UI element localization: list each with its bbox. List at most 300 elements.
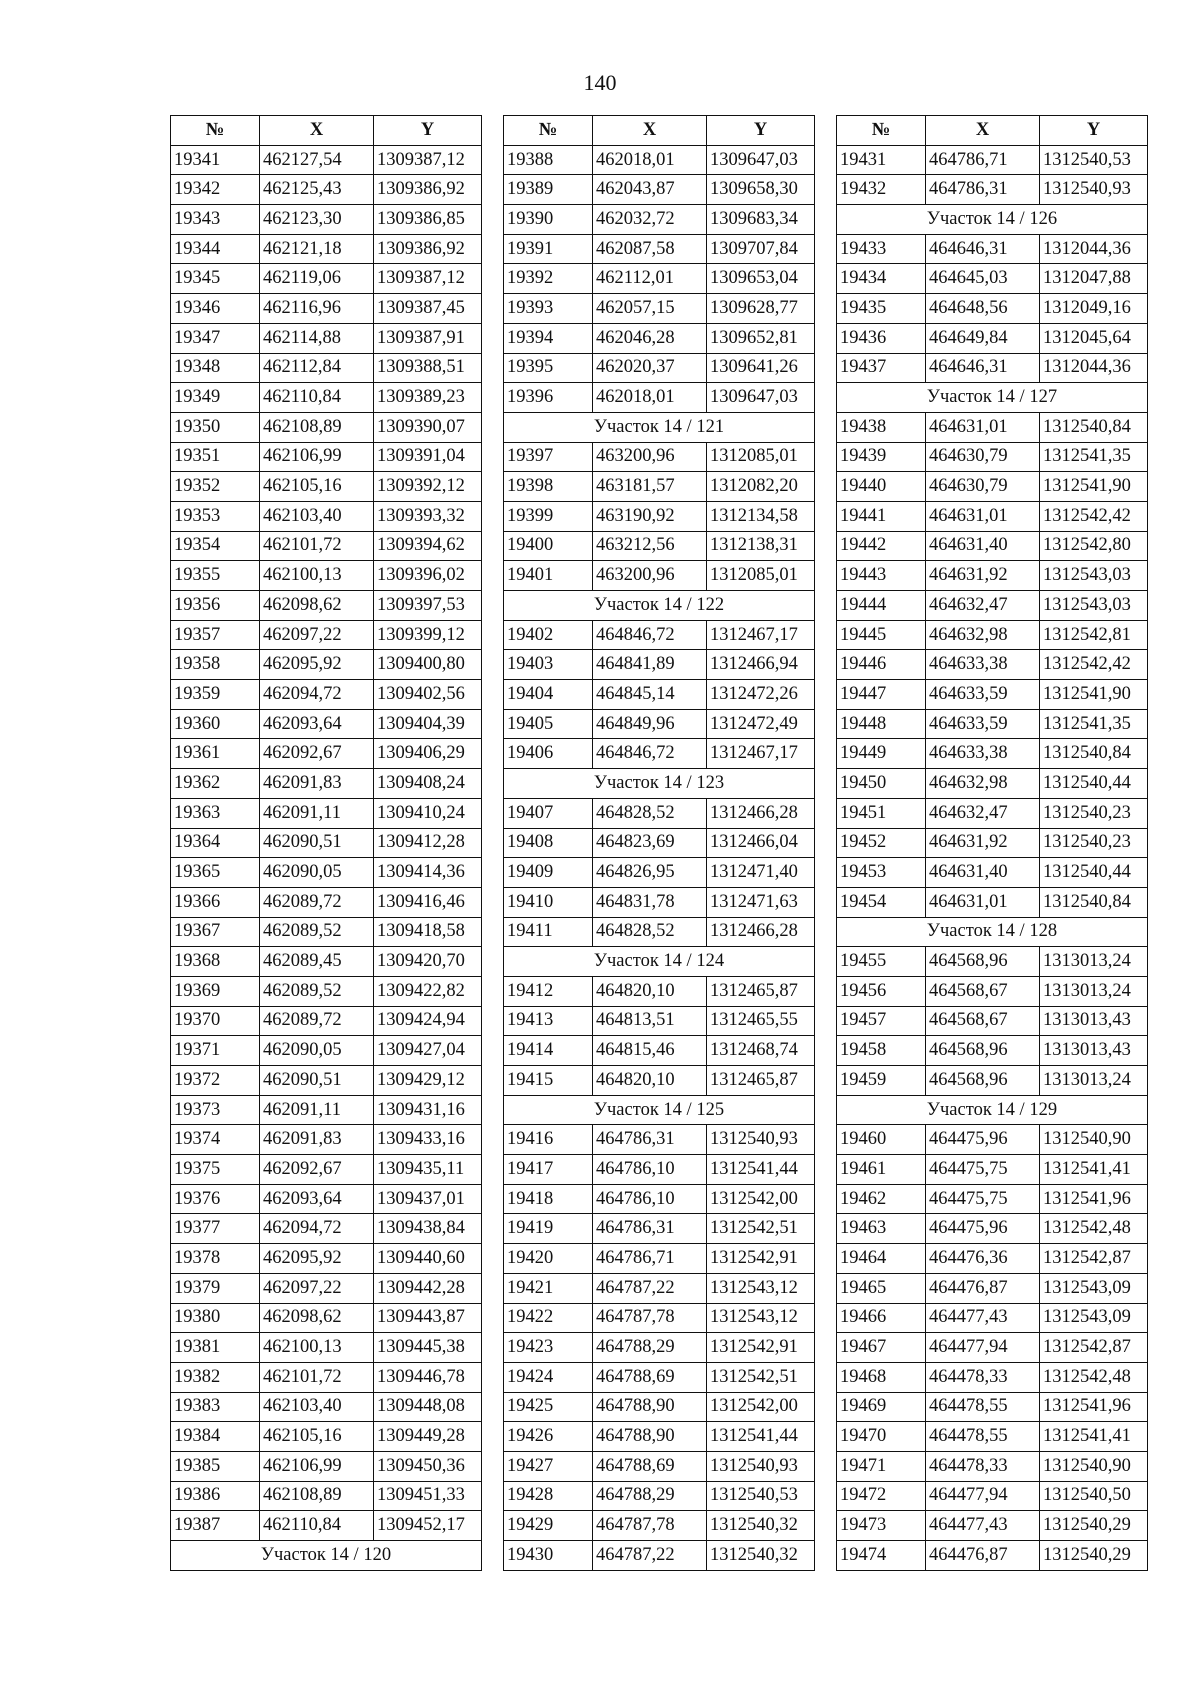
x-coordinate: 464831,78 xyxy=(593,887,707,917)
point-number: 19453 xyxy=(837,858,926,888)
point-number: 19342 xyxy=(171,175,260,205)
point-number: 19366 xyxy=(171,887,260,917)
x-coordinate: 462127,54 xyxy=(260,145,374,175)
section-label: Участок 14 / 120 xyxy=(171,1541,482,1571)
table-row xyxy=(171,264,482,294)
table-row xyxy=(171,1214,482,1244)
x-coordinate: 462108,89 xyxy=(260,412,374,442)
y-coordinate: 1309404,39 xyxy=(374,709,482,739)
table-row xyxy=(837,145,1148,175)
table-row xyxy=(171,1036,482,1066)
y-coordinate: 1312541,35 xyxy=(1040,442,1148,472)
y-coordinate: 1312542,91 xyxy=(707,1333,815,1363)
section-row xyxy=(837,205,1148,235)
table-row xyxy=(504,1066,815,1096)
section-label: Участок 14 / 125 xyxy=(504,1095,815,1125)
y-coordinate: 1312542,80 xyxy=(1040,531,1148,561)
point-number: 19399 xyxy=(504,501,593,531)
y-coordinate: 1312541,90 xyxy=(1040,472,1148,502)
table-row xyxy=(171,531,482,561)
table-row xyxy=(504,294,815,324)
table-row xyxy=(837,650,1148,680)
x-coordinate: 462100,13 xyxy=(260,1333,374,1363)
point-number: 19472 xyxy=(837,1481,926,1511)
y-coordinate: 1309386,85 xyxy=(374,205,482,235)
point-number: 19434 xyxy=(837,264,926,294)
y-coordinate: 1312543,03 xyxy=(1040,561,1148,591)
y-coordinate: 1312540,93 xyxy=(1040,175,1148,205)
point-number: 19348 xyxy=(171,353,260,383)
x-coordinate: 462090,05 xyxy=(260,1036,374,1066)
point-number: 19457 xyxy=(837,1006,926,1036)
section-row xyxy=(504,769,815,799)
y-coordinate: 1312541,44 xyxy=(707,1155,815,1185)
y-coordinate: 1309392,12 xyxy=(374,472,482,502)
y-coordinate: 1312543,03 xyxy=(1040,591,1148,621)
point-number: 19402 xyxy=(504,620,593,650)
x-coordinate: 462110,84 xyxy=(260,383,374,413)
x-coordinate: 464630,79 xyxy=(926,472,1040,502)
point-number: 19380 xyxy=(171,1303,260,1333)
x-coordinate: 462100,13 xyxy=(260,561,374,591)
x-coordinate: 464477,94 xyxy=(926,1481,1040,1511)
point-number: 19360 xyxy=(171,709,260,739)
point-number: 19344 xyxy=(171,234,260,264)
y-coordinate: 1312540,23 xyxy=(1040,828,1148,858)
point-number: 19438 xyxy=(837,412,926,442)
y-coordinate: 1312543,12 xyxy=(707,1273,815,1303)
y-coordinate: 1309414,36 xyxy=(374,858,482,888)
section-row xyxy=(504,591,815,621)
x-coordinate: 464813,51 xyxy=(593,1006,707,1036)
x-coordinate: 462123,30 xyxy=(260,205,374,235)
y-coordinate: 1309707,84 xyxy=(707,234,815,264)
point-number: 19367 xyxy=(171,917,260,947)
y-coordinate: 1312047,88 xyxy=(1040,264,1148,294)
x-coordinate: 464823,69 xyxy=(593,828,707,858)
section-label: Участок 14 / 126 xyxy=(837,205,1148,235)
x-coordinate: 462091,11 xyxy=(260,1095,374,1125)
point-number: 19353 xyxy=(171,501,260,531)
point-number: 19442 xyxy=(837,531,926,561)
point-number: 19412 xyxy=(504,976,593,1006)
table-row xyxy=(171,145,482,175)
table-header-row xyxy=(837,116,1148,146)
point-number: 19469 xyxy=(837,1392,926,1422)
x-coordinate: 464477,43 xyxy=(926,1303,1040,1333)
y-coordinate: 1309399,12 xyxy=(374,620,482,650)
x-coordinate: 464788,69 xyxy=(593,1451,707,1481)
x-coordinate: 462018,01 xyxy=(593,145,707,175)
y-coordinate: 1312540,90 xyxy=(1040,1125,1148,1155)
table-row xyxy=(504,1006,815,1036)
x-coordinate: 462095,92 xyxy=(260,650,374,680)
point-number: 19375 xyxy=(171,1155,260,1185)
table-row xyxy=(171,175,482,205)
point-number: 19385 xyxy=(171,1451,260,1481)
x-coordinate: 464475,75 xyxy=(926,1184,1040,1214)
point-number: 19351 xyxy=(171,442,260,472)
y-coordinate: 1312540,44 xyxy=(1040,769,1148,799)
table-row xyxy=(837,858,1148,888)
table-row xyxy=(171,769,482,799)
y-coordinate: 1312540,84 xyxy=(1040,412,1148,442)
x-coordinate: 462087,58 xyxy=(593,234,707,264)
x-coordinate: 464786,31 xyxy=(593,1125,707,1155)
x-coordinate: 464568,96 xyxy=(926,947,1040,977)
point-number: 19378 xyxy=(171,1244,260,1274)
table-row xyxy=(504,501,815,531)
point-number: 19352 xyxy=(171,472,260,502)
table-row xyxy=(837,1541,1148,1571)
x-coordinate: 462101,72 xyxy=(260,1362,374,1392)
y-coordinate: 1312540,53 xyxy=(707,1481,815,1511)
x-coordinate: 462093,64 xyxy=(260,1184,374,1214)
table-row xyxy=(504,145,815,175)
point-number: 19424 xyxy=(504,1362,593,1392)
y-coordinate: 1309390,07 xyxy=(374,412,482,442)
table-row xyxy=(504,1155,815,1185)
table-row xyxy=(504,650,815,680)
point-number: 19414 xyxy=(504,1036,593,1066)
table-row xyxy=(171,887,482,917)
x-coordinate: 462094,72 xyxy=(260,1214,374,1244)
table-row xyxy=(504,917,815,947)
x-coordinate: 463200,96 xyxy=(593,561,707,591)
point-number: 19420 xyxy=(504,1244,593,1274)
y-coordinate: 1313013,24 xyxy=(1040,976,1148,1006)
table-row xyxy=(504,1481,815,1511)
table-row xyxy=(171,1451,482,1481)
x-coordinate: 464646,31 xyxy=(926,234,1040,264)
y-coordinate: 1312541,96 xyxy=(1040,1392,1148,1422)
y-coordinate: 1309653,04 xyxy=(707,264,815,294)
table-row xyxy=(504,472,815,502)
point-number: 19407 xyxy=(504,798,593,828)
header-number: № xyxy=(837,116,926,146)
table-row xyxy=(171,1066,482,1096)
coordinate-table-3 xyxy=(836,115,1148,1571)
point-number: 19433 xyxy=(837,234,926,264)
table-row xyxy=(171,709,482,739)
point-number: 19428 xyxy=(504,1481,593,1511)
table-row xyxy=(504,323,815,353)
x-coordinate: 464631,92 xyxy=(926,561,1040,591)
point-number: 19404 xyxy=(504,680,593,710)
x-coordinate: 462116,96 xyxy=(260,294,374,324)
y-coordinate: 1309388,51 xyxy=(374,353,482,383)
y-coordinate: 1312541,41 xyxy=(1040,1422,1148,1452)
coordinate-table-1 xyxy=(170,115,482,1571)
y-coordinate: 1312466,28 xyxy=(707,917,815,947)
point-number: 19397 xyxy=(504,442,593,472)
x-coordinate: 464632,47 xyxy=(926,591,1040,621)
x-coordinate: 464788,29 xyxy=(593,1481,707,1511)
y-coordinate: 1312466,94 xyxy=(707,650,815,680)
point-number: 19410 xyxy=(504,887,593,917)
point-number: 19398 xyxy=(504,472,593,502)
x-coordinate: 462093,64 xyxy=(260,709,374,739)
table-row xyxy=(171,1392,482,1422)
y-coordinate: 1309387,91 xyxy=(374,323,482,353)
x-coordinate: 464631,01 xyxy=(926,412,1040,442)
point-number: 19435 xyxy=(837,294,926,324)
point-number: 19471 xyxy=(837,1451,926,1481)
table-row xyxy=(837,1422,1148,1452)
y-coordinate: 1309448,08 xyxy=(374,1392,482,1422)
x-coordinate: 462091,11 xyxy=(260,798,374,828)
table-row xyxy=(171,798,482,828)
header-y: Y xyxy=(707,116,815,146)
header-x: X xyxy=(593,116,707,146)
table-row xyxy=(837,1155,1148,1185)
table-row xyxy=(171,1155,482,1185)
table-row xyxy=(171,1095,482,1125)
point-number: 19446 xyxy=(837,650,926,680)
point-number: 19450 xyxy=(837,769,926,799)
x-coordinate: 462121,18 xyxy=(260,234,374,264)
table-row xyxy=(504,353,815,383)
x-coordinate: 462092,67 xyxy=(260,1155,374,1185)
y-coordinate: 1312542,51 xyxy=(707,1214,815,1244)
y-coordinate: 1309442,28 xyxy=(374,1273,482,1303)
point-number: 19392 xyxy=(504,264,593,294)
x-coordinate: 462089,72 xyxy=(260,887,374,917)
table-row xyxy=(504,858,815,888)
y-coordinate: 1312466,28 xyxy=(707,798,815,828)
y-coordinate: 1312540,44 xyxy=(1040,858,1148,888)
y-coordinate: 1309412,28 xyxy=(374,828,482,858)
x-coordinate: 464828,52 xyxy=(593,798,707,828)
table-row xyxy=(504,531,815,561)
table-row xyxy=(171,917,482,947)
table-row xyxy=(837,1036,1148,1066)
y-coordinate: 1313013,24 xyxy=(1040,947,1148,977)
point-number: 19427 xyxy=(504,1451,593,1481)
x-coordinate: 464631,92 xyxy=(926,828,1040,858)
x-coordinate: 462090,05 xyxy=(260,858,374,888)
x-coordinate: 462103,40 xyxy=(260,1392,374,1422)
table-row xyxy=(504,1036,815,1066)
x-coordinate: 464787,22 xyxy=(593,1273,707,1303)
y-coordinate: 1309410,24 xyxy=(374,798,482,828)
point-number: 19432 xyxy=(837,175,926,205)
point-number: 19358 xyxy=(171,650,260,680)
y-coordinate: 1312471,63 xyxy=(707,887,815,917)
y-coordinate: 1312542,48 xyxy=(1040,1362,1148,1392)
y-coordinate: 1309424,94 xyxy=(374,1006,482,1036)
point-number: 19384 xyxy=(171,1422,260,1452)
table-row xyxy=(171,1511,482,1541)
table-row xyxy=(171,1006,482,1036)
y-coordinate: 1309386,92 xyxy=(374,175,482,205)
y-coordinate: 1309652,81 xyxy=(707,323,815,353)
y-coordinate: 1309416,46 xyxy=(374,887,482,917)
x-coordinate: 462106,99 xyxy=(260,442,374,472)
table-row xyxy=(837,175,1148,205)
point-number: 19419 xyxy=(504,1214,593,1244)
y-coordinate: 1312467,17 xyxy=(707,739,815,769)
point-number: 19377 xyxy=(171,1214,260,1244)
point-number: 19463 xyxy=(837,1214,926,1244)
point-number: 19411 xyxy=(504,917,593,947)
point-number: 19359 xyxy=(171,680,260,710)
point-number: 19473 xyxy=(837,1511,926,1541)
table-row xyxy=(837,531,1148,561)
x-coordinate: 462089,52 xyxy=(260,917,374,947)
x-coordinate: 462125,43 xyxy=(260,175,374,205)
y-coordinate: 1312465,55 xyxy=(707,1006,815,1036)
point-number: 19437 xyxy=(837,353,926,383)
y-coordinate: 1312542,00 xyxy=(707,1392,815,1422)
y-coordinate: 1312049,16 xyxy=(1040,294,1148,324)
table-row xyxy=(504,1511,815,1541)
table-row xyxy=(837,1244,1148,1274)
point-number: 19406 xyxy=(504,739,593,769)
y-coordinate: 1309387,45 xyxy=(374,294,482,324)
header-x: X xyxy=(260,116,374,146)
y-coordinate: 1309449,28 xyxy=(374,1422,482,1452)
table-row xyxy=(837,1392,1148,1422)
section-row xyxy=(504,412,815,442)
point-number: 19394 xyxy=(504,323,593,353)
y-coordinate: 1312044,36 xyxy=(1040,234,1148,264)
table-row xyxy=(171,501,482,531)
table-row xyxy=(171,858,482,888)
table-row xyxy=(837,1066,1148,1096)
table-row xyxy=(837,353,1148,383)
x-coordinate: 462092,67 xyxy=(260,739,374,769)
y-coordinate: 1309451,33 xyxy=(374,1481,482,1511)
y-coordinate: 1312471,40 xyxy=(707,858,815,888)
x-coordinate: 464788,90 xyxy=(593,1422,707,1452)
point-number: 19400 xyxy=(504,531,593,561)
point-number: 19462 xyxy=(837,1184,926,1214)
point-number: 19455 xyxy=(837,947,926,977)
table-row xyxy=(837,1511,1148,1541)
y-coordinate: 1312044,36 xyxy=(1040,353,1148,383)
point-number: 19401 xyxy=(504,561,593,591)
point-number: 19365 xyxy=(171,858,260,888)
point-number: 19391 xyxy=(504,234,593,264)
table-row xyxy=(504,1273,815,1303)
point-number: 19396 xyxy=(504,383,593,413)
x-coordinate: 462101,72 xyxy=(260,531,374,561)
table-row xyxy=(837,976,1148,1006)
x-coordinate: 462098,62 xyxy=(260,1303,374,1333)
x-coordinate: 462112,84 xyxy=(260,353,374,383)
point-number: 19449 xyxy=(837,739,926,769)
point-number: 19467 xyxy=(837,1333,926,1363)
x-coordinate: 462090,51 xyxy=(260,1066,374,1096)
y-coordinate: 1312541,41 xyxy=(1040,1155,1148,1185)
point-number: 19439 xyxy=(837,442,926,472)
section-label: Участок 14 / 121 xyxy=(504,412,815,442)
y-coordinate: 1309438,84 xyxy=(374,1214,482,1244)
table-row xyxy=(837,798,1148,828)
y-coordinate: 1309386,92 xyxy=(374,234,482,264)
y-coordinate: 1312472,26 xyxy=(707,680,815,710)
point-number: 19452 xyxy=(837,828,926,858)
table-row xyxy=(171,412,482,442)
y-coordinate: 1312541,96 xyxy=(1040,1184,1148,1214)
table-row xyxy=(504,828,815,858)
y-coordinate: 1309647,03 xyxy=(707,383,815,413)
y-coordinate: 1312540,90 xyxy=(1040,1451,1148,1481)
x-coordinate: 462032,72 xyxy=(593,205,707,235)
point-number: 19349 xyxy=(171,383,260,413)
point-number: 19426 xyxy=(504,1422,593,1452)
x-coordinate: 464788,69 xyxy=(593,1362,707,1392)
y-coordinate: 1312542,00 xyxy=(707,1184,815,1214)
point-number: 19429 xyxy=(504,1511,593,1541)
y-coordinate: 1312540,32 xyxy=(707,1541,815,1571)
x-coordinate: 462090,51 xyxy=(260,828,374,858)
point-number: 19347 xyxy=(171,323,260,353)
table-row xyxy=(837,680,1148,710)
table-row xyxy=(504,1541,815,1571)
y-coordinate: 1309427,04 xyxy=(374,1036,482,1066)
y-coordinate: 1312466,04 xyxy=(707,828,815,858)
section-label: Участок 14 / 128 xyxy=(837,917,1148,947)
x-coordinate: 464475,96 xyxy=(926,1214,1040,1244)
table-row xyxy=(837,323,1148,353)
header-number: № xyxy=(171,116,260,146)
point-number: 19447 xyxy=(837,680,926,710)
table-row xyxy=(171,1125,482,1155)
y-coordinate: 1309406,29 xyxy=(374,739,482,769)
y-coordinate: 1312468,74 xyxy=(707,1036,815,1066)
header-x: X xyxy=(926,116,1040,146)
point-number: 19441 xyxy=(837,501,926,531)
y-coordinate: 1312542,87 xyxy=(1040,1333,1148,1363)
section-row xyxy=(837,1095,1148,1125)
table-row xyxy=(504,739,815,769)
x-coordinate: 462020,37 xyxy=(593,353,707,383)
y-coordinate: 1312085,01 xyxy=(707,561,815,591)
table-row xyxy=(837,947,1148,977)
table-row xyxy=(837,1333,1148,1363)
point-number: 19465 xyxy=(837,1273,926,1303)
table-row xyxy=(504,1422,815,1452)
point-number: 19381 xyxy=(171,1333,260,1363)
point-number: 19364 xyxy=(171,828,260,858)
table-row xyxy=(504,561,815,591)
x-coordinate: 462098,62 xyxy=(260,591,374,621)
point-number: 19369 xyxy=(171,976,260,1006)
x-coordinate: 464820,10 xyxy=(593,976,707,1006)
x-coordinate: 462105,16 xyxy=(260,1422,374,1452)
x-coordinate: 464478,55 xyxy=(926,1422,1040,1452)
y-coordinate: 1312540,29 xyxy=(1040,1511,1148,1541)
x-coordinate: 462091,83 xyxy=(260,769,374,799)
table-row xyxy=(837,887,1148,917)
table-row xyxy=(171,1184,482,1214)
y-coordinate: 1312540,93 xyxy=(707,1451,815,1481)
y-coordinate: 1309452,17 xyxy=(374,1511,482,1541)
point-number: 19470 xyxy=(837,1422,926,1452)
y-coordinate: 1312541,90 xyxy=(1040,680,1148,710)
table-row xyxy=(504,1303,815,1333)
point-number: 19354 xyxy=(171,531,260,561)
point-number: 19350 xyxy=(171,412,260,442)
point-number: 19390 xyxy=(504,205,593,235)
x-coordinate: 462110,84 xyxy=(260,1511,374,1541)
table-row xyxy=(837,412,1148,442)
x-coordinate: 464828,52 xyxy=(593,917,707,947)
table-row xyxy=(837,472,1148,502)
point-number: 19448 xyxy=(837,709,926,739)
